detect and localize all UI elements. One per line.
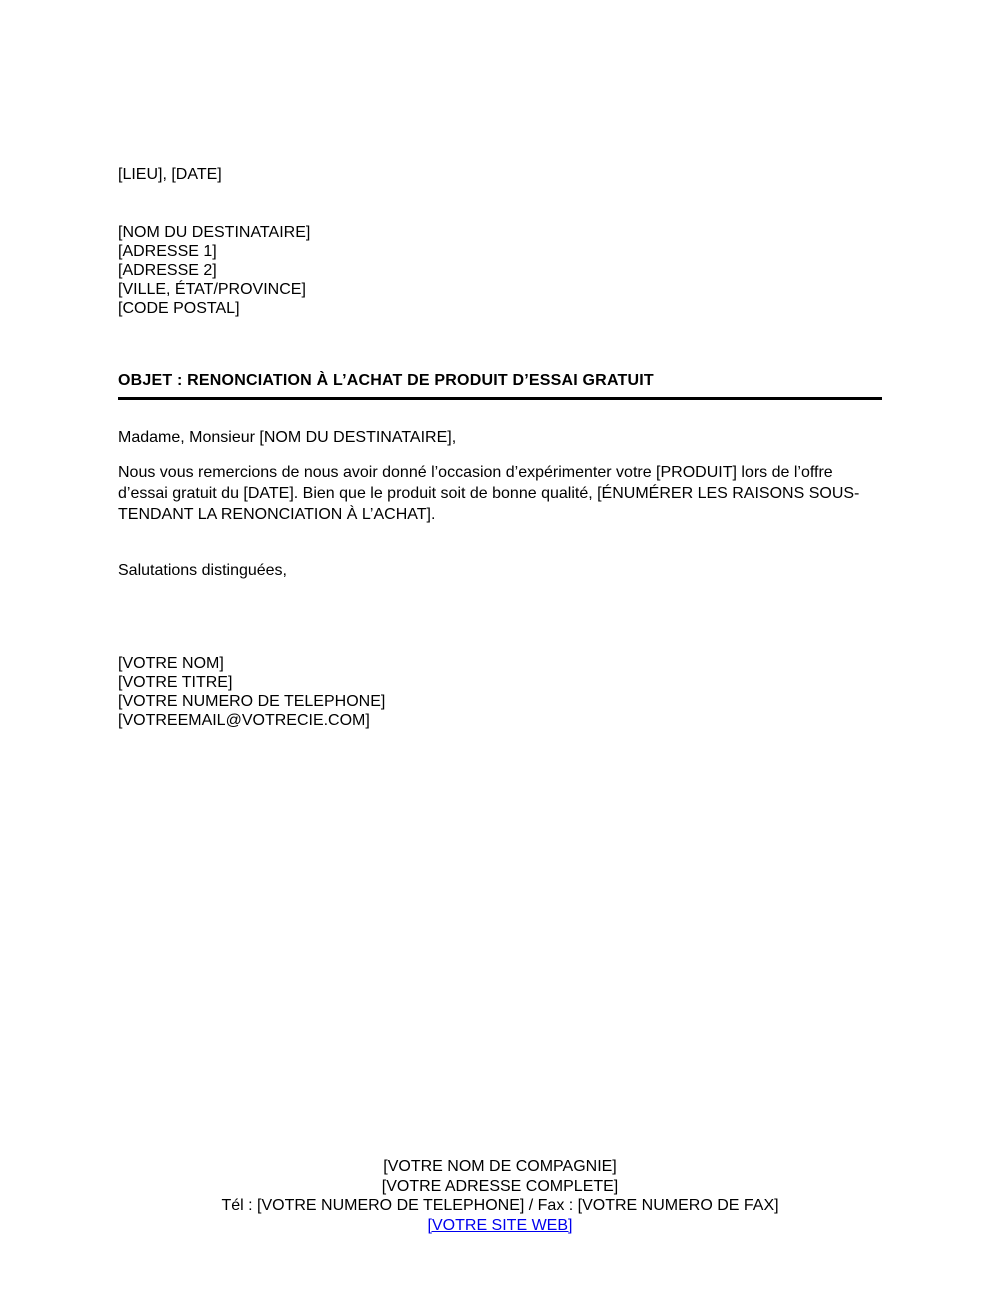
subject-line: OBJET : RENONCIATION À L’ACHAT DE PRODUIT D’ESSAI GRATUIT — [118, 372, 654, 389]
footer-website-link[interactable]: [VOTRE SITE WEB] — [427, 1216, 573, 1234]
signature-email: [VOTREEMAIL@VOTRECIE.COM] — [118, 712, 370, 729]
subject-underline-rule — [118, 397, 882, 400]
footer-company-name: [VOTRE NOM DE COMPAGNIE] — [383, 1158, 617, 1175]
closing-line: Salutations distinguées, — [118, 562, 287, 579]
salutation-line: Madame, Monsieur [NOM DU DESTINATAIRE], — [118, 429, 457, 446]
recipient-address-2: [ADRESSE 2] — [118, 262, 217, 279]
signature-block — [118, 654, 385, 730]
recipient-city-state: [VILLE, ÉTAT/PROVINCE] — [118, 281, 306, 298]
recipient-name: [NOM DU DESTINATAIRE] — [118, 224, 311, 241]
footer-phone-fax: Tél : [VOTRE NUMERO DE TELEPHONE] / Fax : [VOTRE NUMERO DE FAX] — [221, 1197, 779, 1214]
signature-phone: [VOTRE NUMERO DE TELEPHONE] — [118, 693, 386, 710]
signature-name: [VOTRE NOM] — [118, 655, 224, 672]
date-line: [LIEU], [DATE] — [118, 166, 222, 183]
footer-block — [0, 1157, 1000, 1235]
recipient-block — [118, 223, 310, 318]
recipient-postal-code: [CODE POSTAL] — [118, 300, 240, 317]
body-paragraph: Nous vous remercions de nous avoir donné l’occasion d’expérimenter votre [PRODUIT] lors de l’offre d’essai gratuit du [DATE]. Bien que le produit soit de bonne qualité, [ÉNUMÉRER LES RAISONS SOUS-TENDANT LA RENONCIATION À L’ACHAT]. — [118, 464, 860, 523]
footer-company-address: [VOTRE ADRESSE COMPLETE] — [381, 1177, 619, 1195]
recipient-address-1: [ADRESSE 1] — [118, 243, 217, 260]
signature-title: [VOTRE TITRE] — [118, 674, 233, 691]
